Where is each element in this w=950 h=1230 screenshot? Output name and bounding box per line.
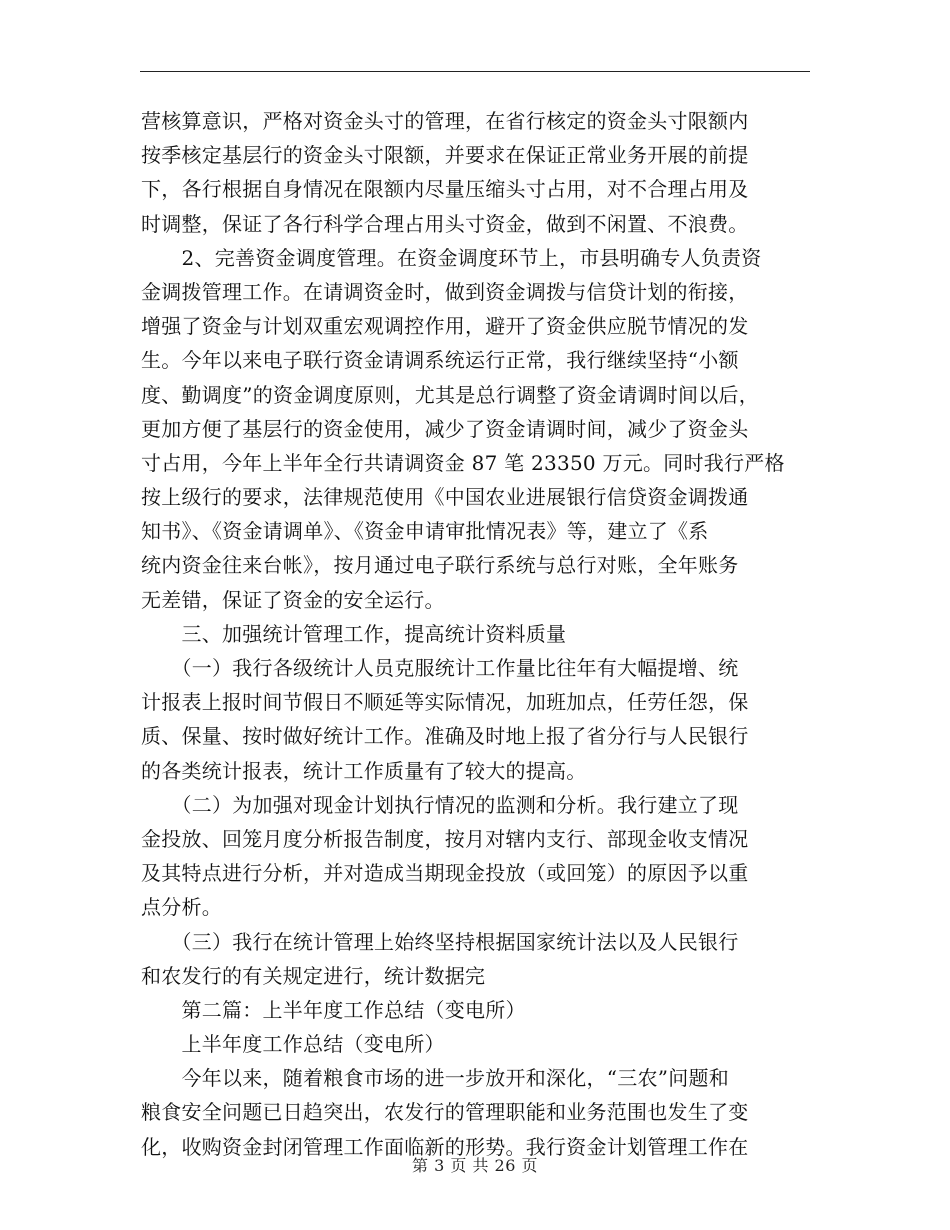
text-line: 今年以来，随着粮食市场的进一步放开和深化，“三农”问题和 (141, 1066, 729, 1091)
text-line: 统内资金往来台帐》，按月通过电子联行系统与总行对账，全年账务 (141, 553, 739, 578)
page-number: 第 3 页 共 26 页 (412, 1156, 538, 1175)
text-line: 的各类统计报表，统计工作质量有了较大的提高。 (141, 758, 587, 783)
text-line: 度、勤调度”的资金调度原则，尤其是总行调整了资金请调时间以后， (141, 382, 759, 407)
text-line: 金投放、回笼月度分析报告制度，按月对辖内支行、部现金收支情况 (141, 826, 749, 851)
body-text (141, 104, 809, 1164)
text-line: 金调拨管理工作。在请调资金时，做到资金调拨与信贷计划的衔接， (141, 279, 749, 304)
text-line: 粮食安全问题已日趋突出，农发行的管理职能和业务范围也发生了变 (141, 1100, 749, 1125)
document-title: 上半年度工作总结（变电所） (141, 1032, 445, 1057)
text-line: 知书》、《资金请调单》、《资金申请审批情况表》等，建立了《系 (141, 519, 709, 544)
text-line: 计报表上报时间节假日不顺延等实际情况，加班加点，任劳任怨，保 (141, 690, 749, 715)
text-line: 按季核定基层行的资金头寸限额，并要求在保证正常业务开展的前提 (141, 143, 749, 168)
text-line: 时调整，保证了各行科学合理占用头寸资金，做到不闲置、不浪费。 (141, 211, 749, 236)
text-line: （一）我行各级统计人员克服统计工作量比往年有大幅提增、统 (141, 656, 739, 680)
page-footer (0, 1153, 950, 1176)
text-line: 按上级行的要求，法律规范使用《中国农业进展银行信贷资金调拨通 (141, 485, 749, 510)
text-line: 无差错，保证了资金的安全运行。 (141, 587, 445, 612)
text-line: 及其特点进行分析，并对造成当期现金投放（或回笼）的原因予以重 (141, 861, 749, 886)
text-line: （二）为加强对现金计划执行情况的监测和分析。我行建立了现 (141, 792, 739, 817)
text-line: （三）我行在统计管理上始终坚持根据国家统计法以及人民银行 (141, 929, 739, 954)
text-line: 2、完善资金调度管理。在资金调度环节上，市县明确专人负责资 (141, 245, 762, 270)
section-heading: 三、加强统计管理工作，提高统计资料质量 (141, 621, 567, 646)
text-line: 寸占用，今年上半年全行共请调资金 87 笔 23350 万元。同时我行严格 (141, 450, 785, 475)
text-line: 生。今年以来电子联行资金请调系统运行正常，我行继续坚持“小额 (141, 348, 739, 373)
text-line: 质、保量、按时做好统计工作。准确及时地上报了省分行与人民银行 (141, 724, 749, 749)
text-line: 营核算意识，严格对资金头寸的管理，在省行核定的资金头寸限额内 (141, 109, 749, 133)
text-line: 更加方便了基层行的资金使用，减少了资金请调时间，减少了资金头 (141, 416, 749, 441)
text-line: 和农发行的有关规定进行，统计数据完 (141, 963, 486, 988)
chapter-heading: 第二篇：上半年度工作总结（变电所） (141, 997, 526, 1022)
text-line: 化，收购资金封闭管理工作面临新的形势。我行资金计划管理工作在 (141, 1134, 749, 1159)
header-rule (140, 71, 810, 72)
text-line: 下，各行根据自身情况在限额内尽量压缩头寸占用，对不合理占用及 (141, 177, 749, 202)
text-line: 点分析。 (141, 895, 222, 920)
text-line: 增强了资金与计划双重宏观调控作用，避开了资金供应脱节情况的发 (141, 314, 749, 339)
